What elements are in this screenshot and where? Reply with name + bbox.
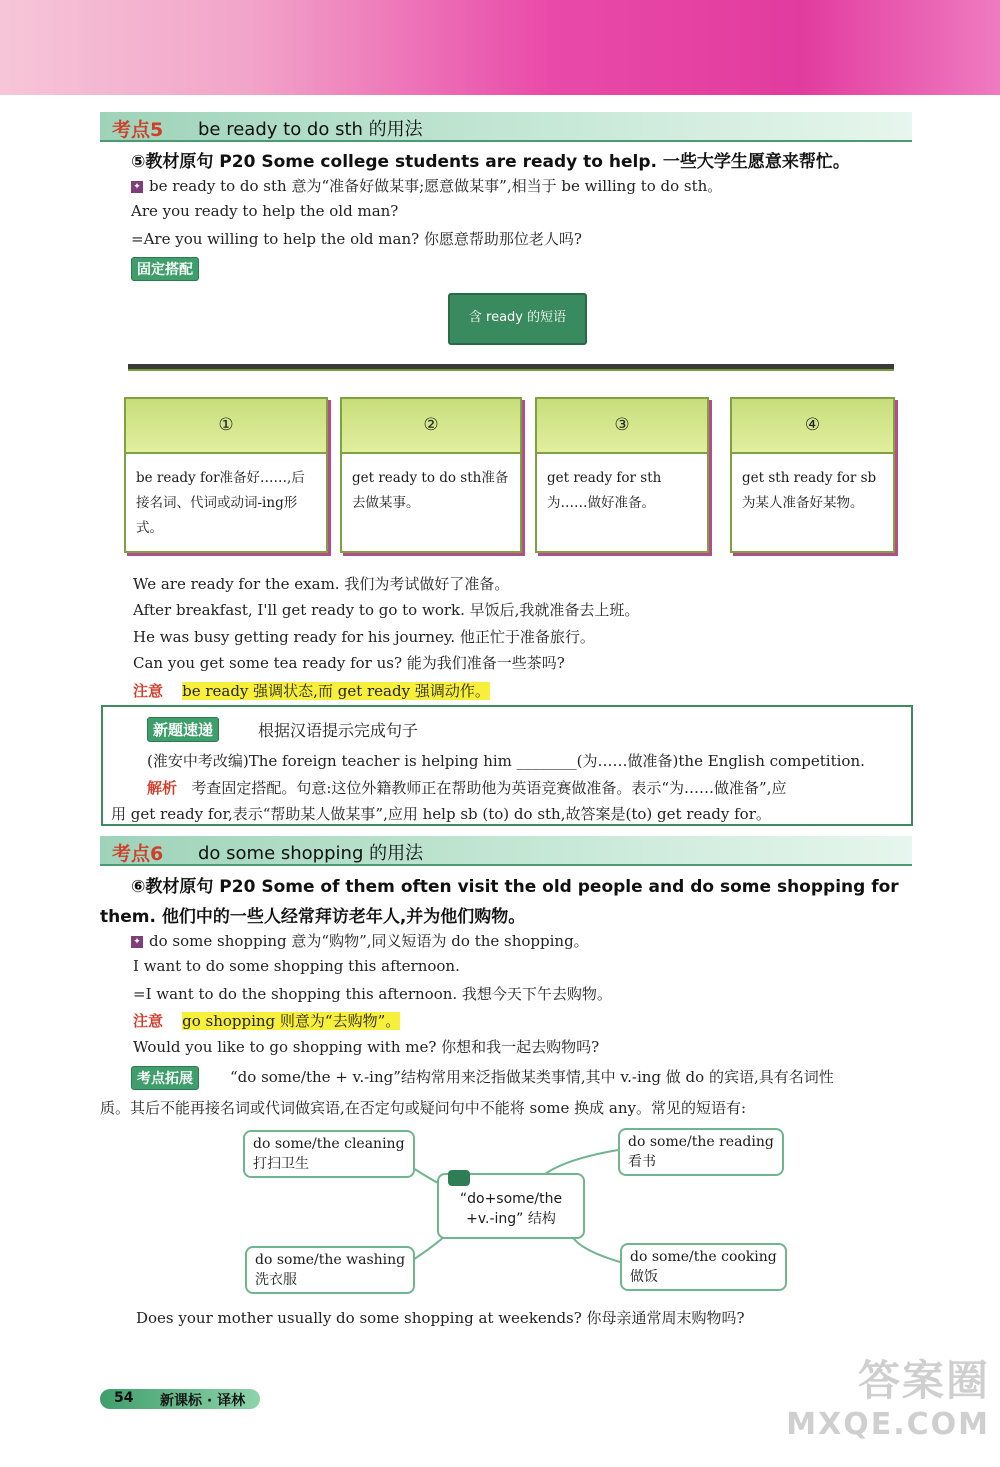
section-5-source: ⑤教材原句 P20 Some college students are ready to help. 一些大学生愿意来帮忙。: [131, 152, 850, 172]
section-6-example-3: Would you like to go shopping with me? 你想和我一起去购物吗?: [133, 1038, 600, 1056]
section-5-label: 考点5: [112, 119, 164, 141]
phrase-card-3-text: get ready for sth为……做好准备。: [547, 470, 662, 511]
phrase-card-1-text: be ready for准备好……,后接名词、代词或动词-ing形式。: [136, 470, 305, 536]
mindmap-bubble-cooking: do some/the cooking 做饭: [620, 1243, 787, 1291]
example-sentence: Can you get some tea ready for us? 能为我们准备一些茶吗?: [133, 654, 565, 672]
extension-line-2: 质。其后不能再接名词或代词做宾语,在否定句或疑问句中不能将 some 换成 any。常见的短语有:: [100, 1099, 747, 1117]
mindmap-bubble-cleaning: do some/the cleaning 打扫卫生: [243, 1130, 415, 1178]
attention-label: 注意: [133, 682, 164, 700]
practice-analysis-2: 用 get ready for,表示“帮助某人做某事”,应用 help sb (to) do sth,故答案是(to) get ready for。: [111, 805, 771, 823]
section-6-final-example: Does your mother usually do some shopping at weekends? 你母亲通常周末购物吗?: [136, 1309, 745, 1327]
watermark: 答案圈 MXQE.COM: [786, 1356, 990, 1442]
phrase-card-1-number: ①: [126, 399, 326, 454]
example-sentence: After breakfast, I'll get ready to go to work. 早饭后,我就准备去上班。: [133, 601, 640, 619]
practice-analysis-1: 解析 考查固定搭配。句意:这位外籍教师正在帮助他为英语竞赛做准备。表示“为……做准备”,应: [147, 779, 787, 797]
note-bullet-icon: ✦: [131, 181, 143, 193]
example-sentence: He was busy getting ready for his journey. 他正忙于准备旅行。: [133, 628, 595, 646]
section-6-example-1: I want to do some shopping this afternoon.: [133, 957, 460, 975]
section-6-title: do some shopping 的用法: [198, 843, 424, 864]
mindmap-bubble-washing: do some/the washing 洗衣服: [245, 1246, 415, 1294]
page-number: 54: [114, 1390, 134, 1406]
section-6-example-2: =I want to do the shopping this afternoon. 我想今天下午去购物。: [133, 985, 612, 1003]
section-5-example-2: =Are you willing to help the old man? 你愿意帮助那位老人吗?: [131, 230, 582, 248]
attention-label: 注意: [133, 1012, 164, 1030]
section-6-source-2: them. 他们中的一些人经常拜访老年人,并为他们购物。: [100, 907, 526, 927]
practice-question: (淮安中考改编)The foreign teacher is helping him ________(为……做准备)the English competition.: [147, 752, 865, 770]
ready-phrases-box: 含 ready 的短语: [448, 293, 587, 345]
attention-text: go shopping 则意为“去购物”。: [182, 1012, 401, 1030]
phrase-card-3-number: ③: [537, 399, 707, 454]
phrase-card-2-number: ②: [342, 399, 520, 454]
chat-bubble-icon: [448, 1170, 470, 1186]
section-5-note: ✦ be ready to do sth 意为“准备好做某事;愿意做某事”,相当于 be willing to do sth。: [131, 175, 722, 196]
practice-instruction: 根据汉语提示完成句子: [258, 721, 419, 740]
phrase-card-4-text: get sth ready for sb为某人准备好某物。: [742, 470, 877, 511]
section-6-note: ✦ do some shopping 意为“购物”,同义短语为 do the shopping。: [131, 930, 589, 951]
attention-text: be ready 强调状态,而 get ready 强调动作。: [182, 682, 490, 700]
footer-bar: [100, 1389, 260, 1409]
example-sentence: We are ready for the exam. 我们为考试做好了准备。: [133, 575, 510, 593]
phrase-card-2-text: get ready to do sth准备去做某事。: [352, 470, 509, 511]
tag-fixed-collocation: 固定搭配: [131, 257, 199, 281]
note-bullet-icon: ✦: [131, 936, 143, 948]
extension-line-1: “do some/the + v.-ing”结构常用来泛指做某类事情,其中 v.-ing 做 do 的宾语,具有名词性: [230, 1068, 834, 1086]
tag-extension: 考点拓展: [131, 1066, 199, 1090]
mindmap-bubble-reading: do some/the reading 看书: [618, 1128, 784, 1176]
section-6-label: 考点6: [112, 843, 164, 865]
series-name: 新课标 · 译林: [160, 1393, 246, 1409]
practice-tag: 新题速递: [147, 717, 219, 742]
mindmap-center: “do+some/the +v.-ing” 结构: [437, 1173, 585, 1239]
analysis-label: 解析: [147, 779, 178, 797]
phrase-card-4-number: ④: [732, 399, 893, 454]
section-6-source-1: ⑥教材原句 P20 Some of them often visit the old people and do some shopping for: [131, 877, 899, 897]
section-5-example-1: Are you ready to help the old man?: [131, 202, 399, 220]
section-5-title: be ready to do sth 的用法: [198, 119, 423, 140]
